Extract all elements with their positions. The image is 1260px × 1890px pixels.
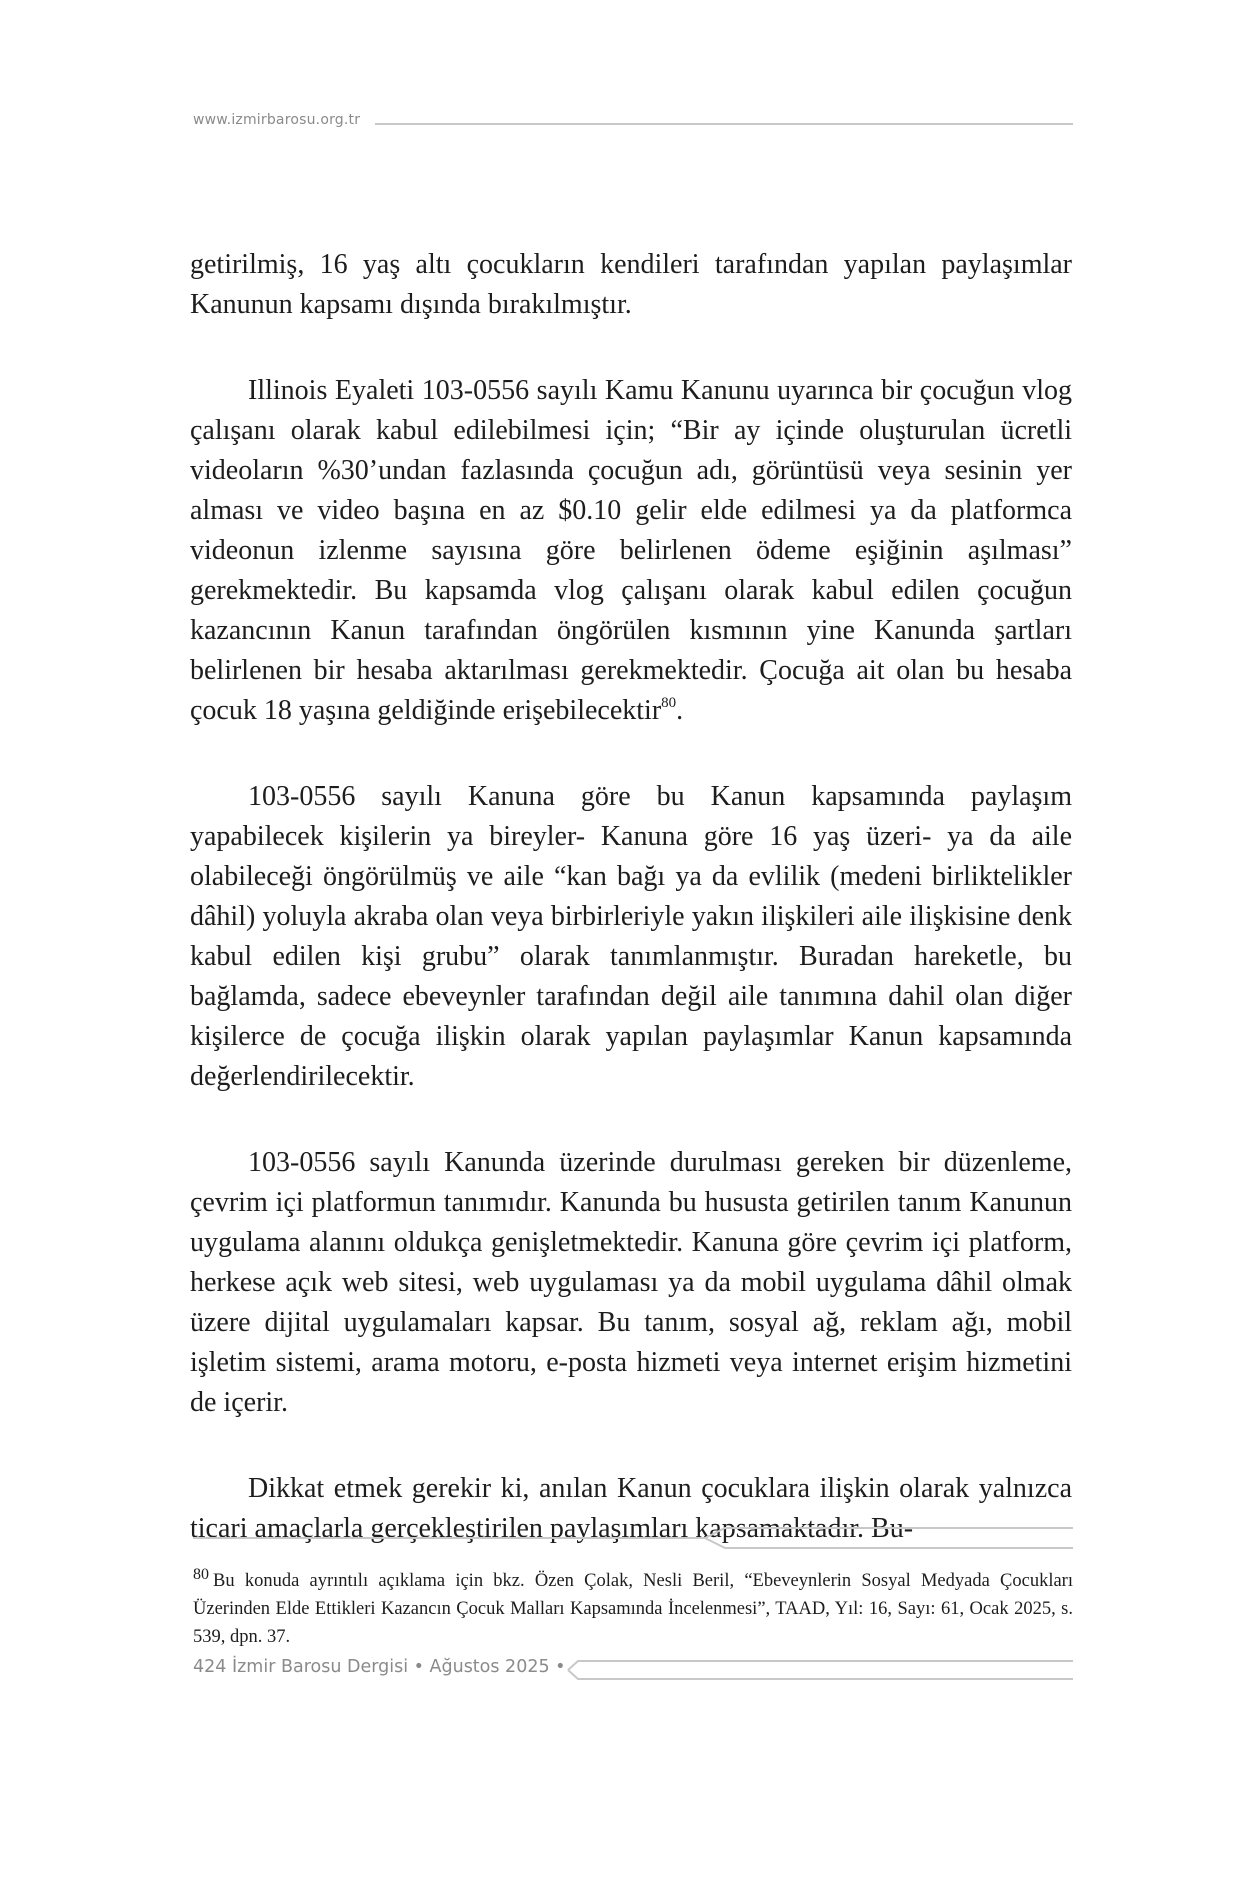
footnote-text: Bu konuda ayrıntılı açıklama için bkz. Özen Çolak, Nesli Beril, “Ebeveynlerin Sosyal Medyada Çocukları Üzerinden Elde Ettikleri Kazancın Çocuk Malları Kapsamında İncelenmesi”, TAAD, Yıl: 16, Sayı: 61, Ocak 2025, s. 539, dpn. 37.	[193, 1571, 1073, 1647]
footnote-number: 80	[193, 1565, 209, 1583]
paragraph-3: 103-0556 sayılı Kanuna göre bu Kanun kapsamında paylaşım yapabilecek kişilerin ya bireyler- Kanuna göre 16 yaş üzeri- ya da aile olabileceği öngörülmüş ve aile “kan bağı ya da evlilik (medeni birliktelikler dâhil) yoluyla akraba olan veya birbirleriyle yakın ilişkileri aile ilişkisine denk kabul edilen kişi grubu” olarak tanımlanmıştır. Buradan hareketle, bu bağlamda, sadece ebeveynler tarafından değil aile tanımına dahil olan diğer kişilerce de çocuğa ilişkin olarak yapılan paylaşımlar Kanun kapsamında değerlendirilecektir.	[190, 781, 1072, 1092]
paragraph-4: 103-0556 sayılı Kanunda üzerinde durulması gereken bir düzenleme, çevrim içi platformun tanımıdır. Kanunda bu hususta getirilen tanım Kanunun uygulama alanını oldukça genişletmektedir. Kanuna göre çevrim içi platform, herkese açık web sitesi, web uygulaması ya da mobil uygulama dâhil olmak üzere dijital uygulamaları kapsar. Bu tanım, sosyal ağ, reklam ağı, mobil işletim sistemi, arama motoru, e-posta hizmeti veya internet erişim hizmetini de içerir.	[190, 1147, 1072, 1418]
footnote-separator	[193, 1526, 1073, 1550]
article-body	[190, 245, 1072, 1549]
page-footer	[193, 1655, 1073, 1685]
footer-text: 424 İzmir Barosu Dergisi • Ağustos 2025 •	[193, 1657, 566, 1677]
footnote-reference[interactable]: 80	[661, 694, 677, 711]
paragraph-1: getirilmiş, 16 yaş altı çocukların kendileri tarafından yapılan paylaşımlar Kanunun kapsamı dışında bırakılmıştır.	[190, 249, 1072, 320]
paragraph-2	[190, 371, 1072, 731]
paragraph-5: Dikkat etmek gerekir ki, anılan Kanun çocuklara ilişkin olarak yalnızca ticari amaçlarla gerçekleştirilen paylaşımları kapsamaktadır. Bu-	[190, 1473, 1072, 1544]
page-header	[193, 112, 1073, 136]
footnote	[193, 1567, 1073, 1651]
header-url: www.izmirbarosu.org.tr	[193, 112, 364, 128]
header-rule	[375, 123, 1073, 125]
paragraph-2-text: Illinois Eyaleti 103-0556 sayılı Kamu Kanunu uyarınca bir çocuğun vlog çalışanı olarak kabul edilebilmesi için; “Bir ay içinde oluşturulan ücretli videoların %30’undan fazlasında çocuğun adı, görüntüsü veya sesinin yer alması ve video başına en az $0.10 gelir elde edilmesi ya da platformca videonun izlenme sayısına göre belirlenen ödeme eşiğinin aşılması” gerekmektedir. Bu kapsamda vlog çalışanı olarak kabul edilen çocuğun kazancının Kanun tarafından öngörülen kısmının yine Kanunda şartları belirlenen bir hesaba aktarılması gerekmektedir. Çocuğa ait olan bu hesaba çocuk 18 yaşına geldiğinde erişebilecektir	[190, 375, 1072, 726]
paragraph-2-end: .	[676, 695, 684, 726]
footnote-body	[193, 1567, 1073, 1651]
